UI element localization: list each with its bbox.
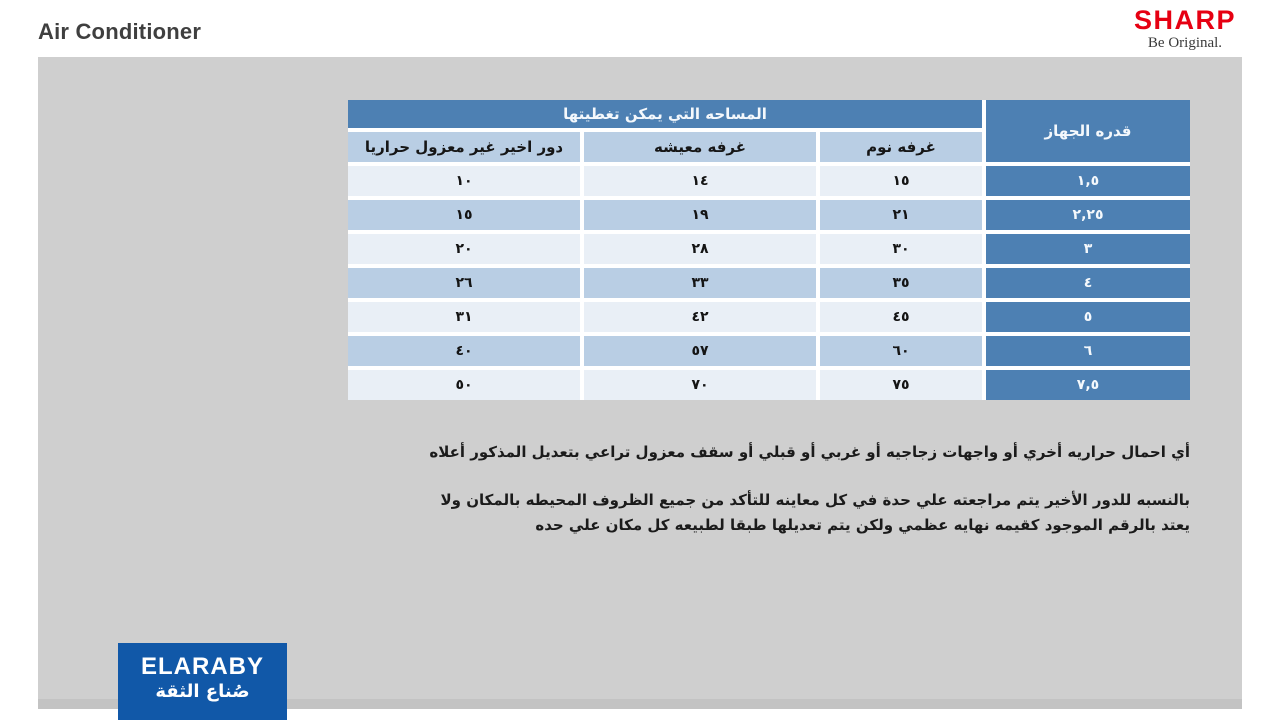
elaraby-logo bbox=[118, 643, 287, 720]
table-row bbox=[348, 268, 1190, 298]
table-row bbox=[348, 200, 1190, 230]
table-row bbox=[348, 336, 1190, 366]
top-floor-cell: ٢٠ bbox=[348, 234, 580, 264]
capacity-cell: ٣ bbox=[986, 234, 1190, 264]
elaraby-slogan: صُناع الثقة bbox=[155, 681, 250, 703]
living-room-cell: ٥٧ bbox=[584, 336, 816, 366]
capacity-cell: ٧,٥ bbox=[986, 370, 1190, 400]
table-row bbox=[348, 234, 1190, 264]
bedroom-cell: ١٥ bbox=[820, 166, 982, 196]
table-row bbox=[348, 166, 1190, 196]
living-room-cell: ١٤ bbox=[584, 166, 816, 196]
page-title: Air Conditioner bbox=[38, 19, 202, 44]
sub-header-row bbox=[348, 132, 982, 162]
column-header-bedroom: غرفه نوم bbox=[820, 132, 982, 162]
living-room-cell: ١٩ bbox=[584, 200, 816, 230]
living-room-cell: ٤٢ bbox=[584, 302, 816, 332]
top-floor-cell: ٤٠ bbox=[348, 336, 580, 366]
coverage-header-group bbox=[348, 100, 982, 162]
sharp-logo-text: SHARP bbox=[1133, 5, 1236, 35]
column-header-top-floor: دور اخير غير معزول حراريا bbox=[348, 132, 580, 162]
bedroom-cell: ٣٥ bbox=[820, 268, 982, 298]
top-floor-note-line1: بالنسبه للدور الأخير يتم مراجعته علي حدة في كل معاينه للتأكد من جميع الظروف المحيطه بالمكان ولا bbox=[440, 491, 1190, 509]
living-room-cell: ٧٠ bbox=[584, 370, 816, 400]
top-floor-cell: ١٠ bbox=[348, 166, 580, 196]
coverage-span-header: المساحه التي يمكن تغطيتها bbox=[348, 100, 982, 128]
sharp-logo bbox=[1134, 7, 1236, 52]
top-floor-note bbox=[441, 488, 1190, 538]
bedroom-cell: ٣٠ bbox=[820, 234, 982, 264]
bedroom-cell: ٦٠ bbox=[820, 336, 982, 366]
table-header bbox=[348, 100, 1190, 162]
bedroom-cell: ٧٥ bbox=[820, 370, 982, 400]
thermal-loads-note: أي احمال حراريه أخري أو واجهات زجاجيه أو غربي أو قبلي أو سقف معزول تراعي بتعديل المذكور أعلاه bbox=[429, 443, 1190, 461]
capacity-cell: ٢,٢٥ bbox=[986, 200, 1190, 230]
capacity-column-header: قدره الجهاز bbox=[986, 100, 1190, 162]
bedroom-cell: ٢١ bbox=[820, 200, 982, 230]
capacity-cell: ٤ bbox=[986, 268, 1190, 298]
column-header-living-room: غرفه معيشه bbox=[584, 132, 816, 162]
capacity-cell: ١,٥ bbox=[986, 166, 1190, 196]
capacity-table bbox=[348, 100, 1190, 400]
elaraby-logo-text: ELARABY bbox=[140, 653, 264, 680]
sharp-tagline: Be Original. bbox=[1147, 35, 1223, 51]
capacity-cell: ٥ bbox=[986, 302, 1190, 332]
top-floor-cell: ١٥ bbox=[348, 200, 580, 230]
table-row bbox=[348, 302, 1190, 332]
top-floor-note-line2: يعتد بالرقم الموجود كقيمه نهايه عظمي ولكن يتم تعديلها طبقا لطبيعه كل مكان علي حده bbox=[535, 516, 1190, 534]
top-floor-cell: ٥٠ bbox=[348, 370, 580, 400]
living-room-cell: ٢٨ bbox=[584, 234, 816, 264]
capacity-cell: ٦ bbox=[986, 336, 1190, 366]
bedroom-cell: ٤٥ bbox=[820, 302, 982, 332]
table-row bbox=[348, 370, 1190, 400]
living-room-cell: ٣٣ bbox=[584, 268, 816, 298]
top-floor-cell: ٢٦ bbox=[348, 268, 580, 298]
top-floor-cell: ٣١ bbox=[348, 302, 580, 332]
